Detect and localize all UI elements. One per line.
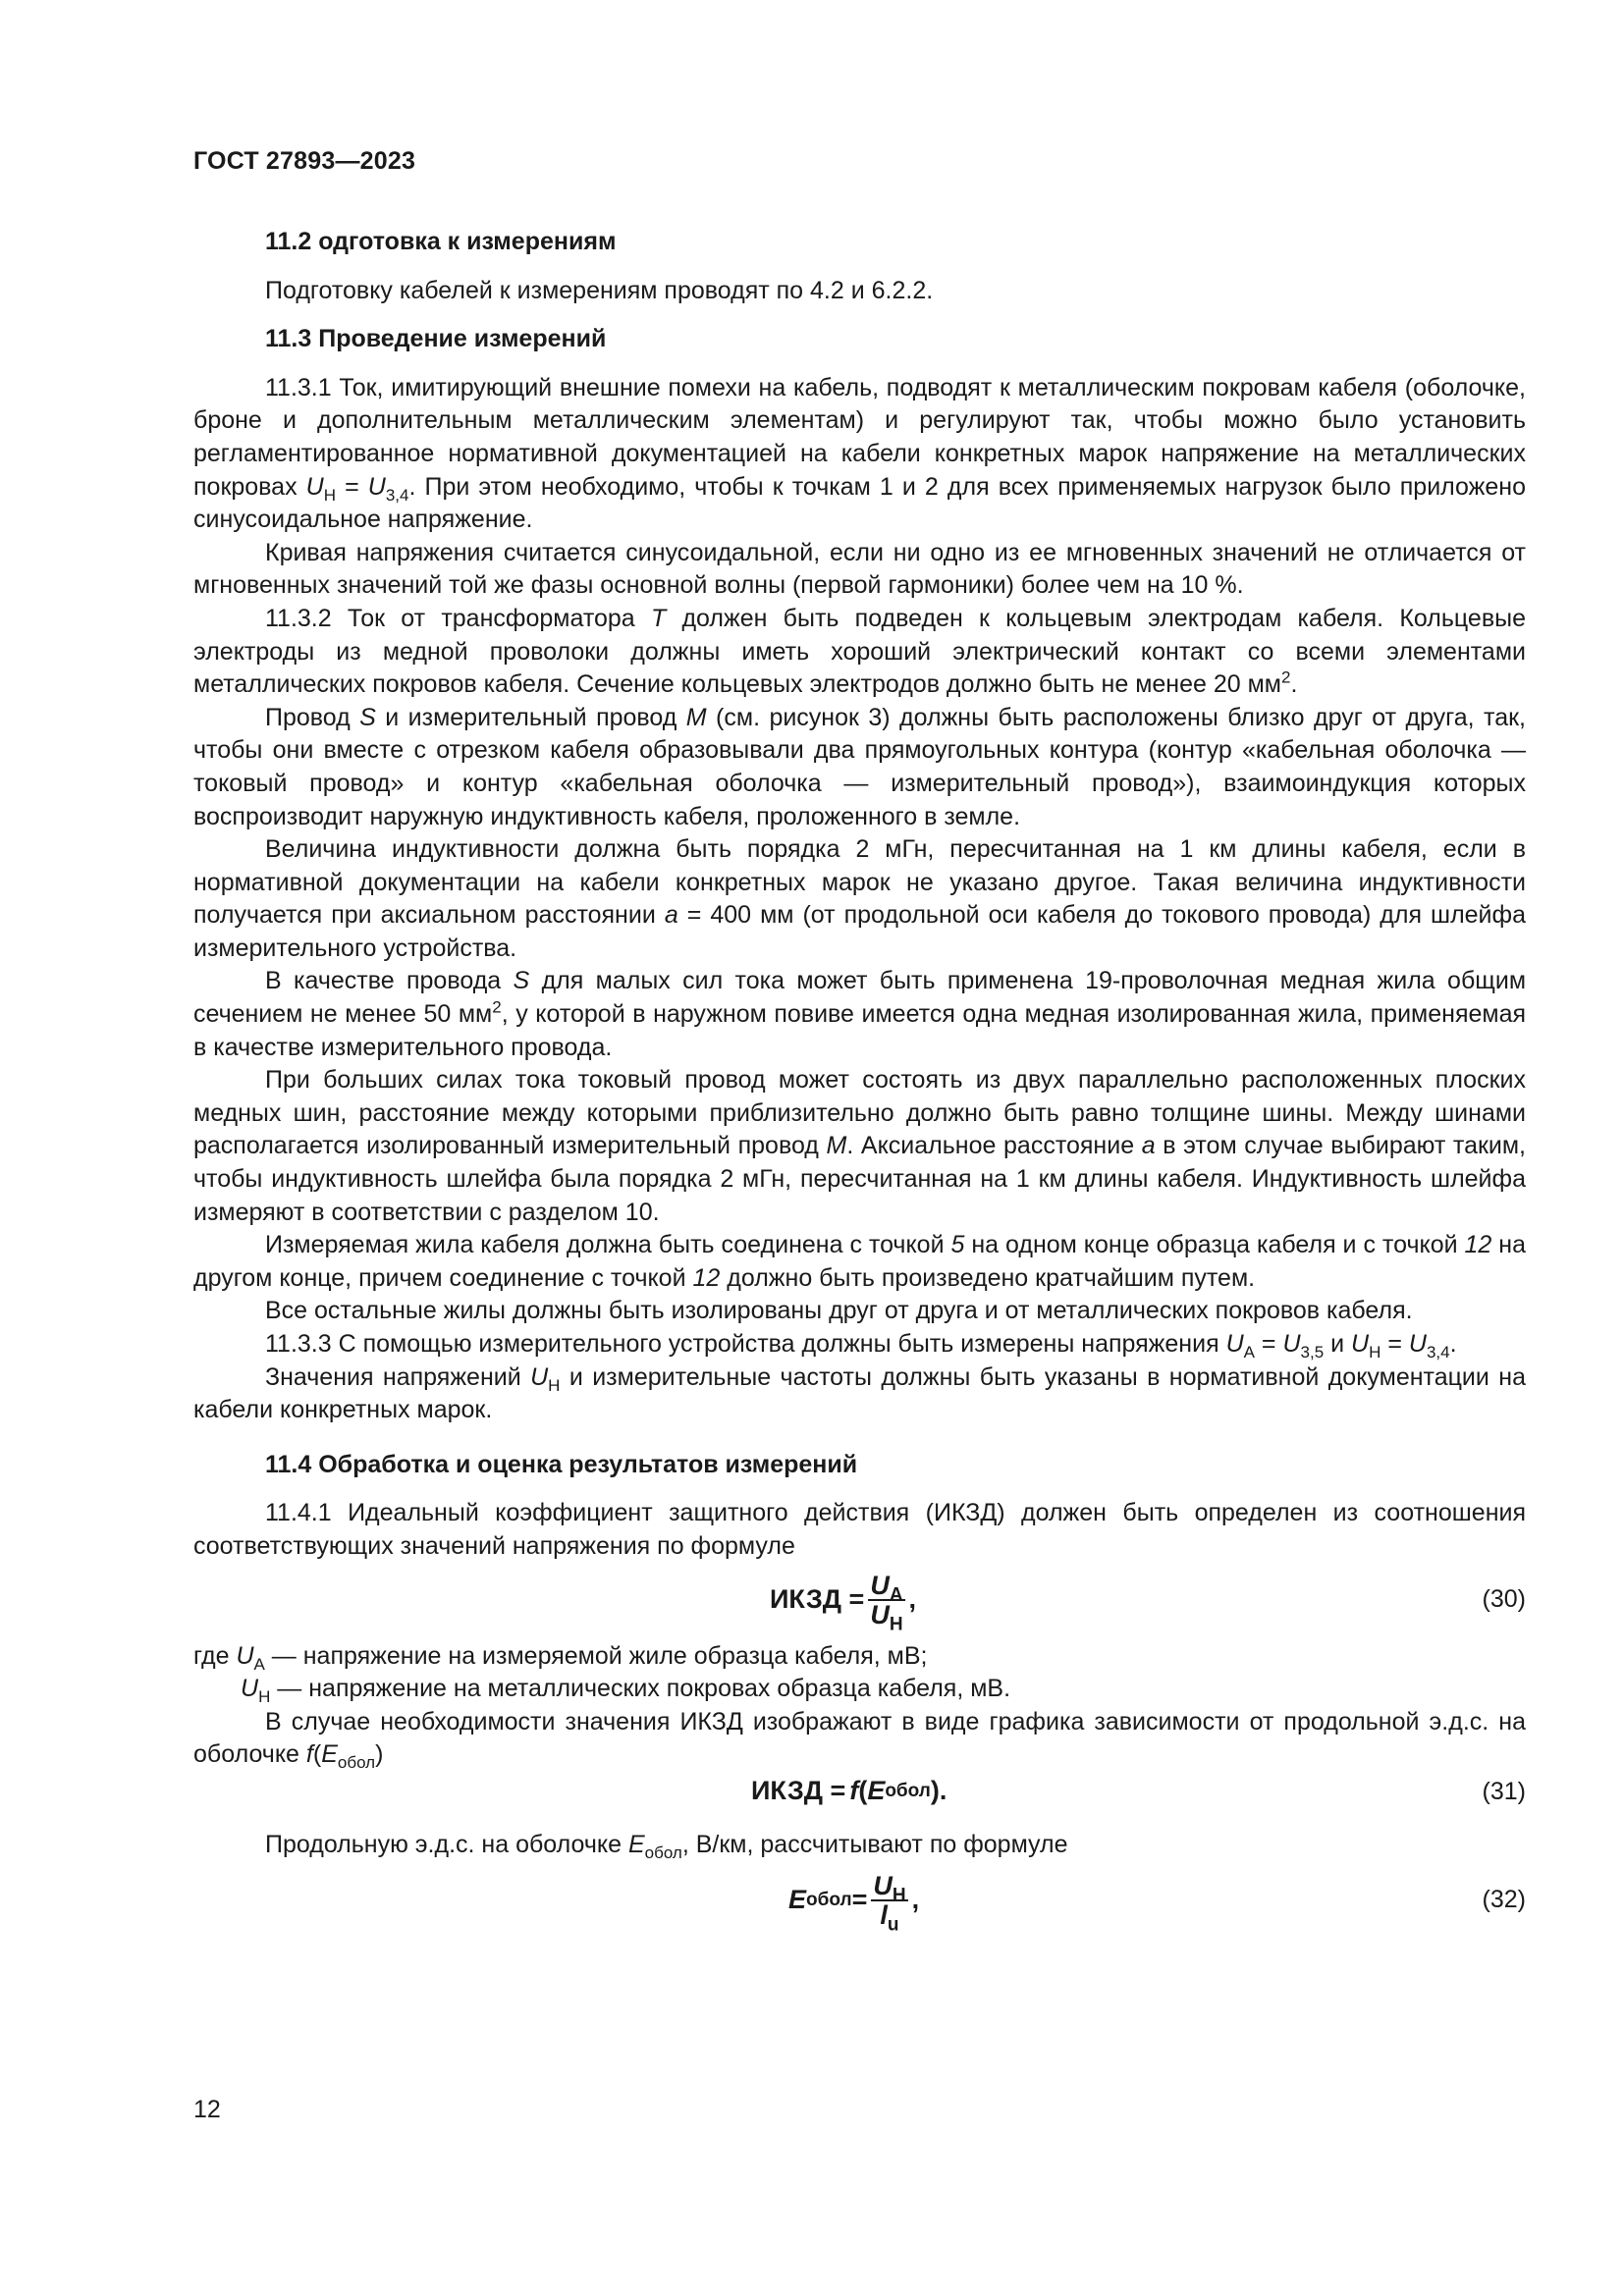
- paragraph-wire-s: Провод S и измерительный провод М (см. рисунок 3) должны быть расположены близко друг от друга, так, чтобы они вместе с отрезком кабеля образовывали два прямоугольных контура (контур «кабельная оболочка — токовый провод» и контур «кабельная оболочка — измерительный провод»), взаимоиндукция которых воспроизводит наружную индуктивность кабеля, проложенного в земле.: [193, 703, 1526, 830]
- paragraph-sinusoidal: Кривая напряжения считается синусоидальной, если ни одно из ее мгновенных значений не отличается от мгновенных значений той же фазы основной волны (первой гармоники) более чем на 10 %.: [193, 538, 1526, 600]
- paragraph-other-cores: Все остальные жилы должны быть изолированы друг от друга и от металлических покровов кабеля.: [265, 1297, 1413, 1325]
- paragraph-11-3-1: 11.3.1 Ток, имитирующий внешние помехи на кабель, подводят к металлическим покровам кабеля (оболочке, броне и дополнительным металлическим элементам) и регулируют так, чтобы можно было установить регламентированное нормативной документацией на кабели конкретных марок напряжение на металлических покровах $U_Н = U_{3,4}$. При этом необходимо, чтобы к точкам 1 и 2 для всех применяемых нагрузок было приложено синусоидальное напряжение.: [193, 373, 1526, 534]
- page-content: [193, 226, 1527, 1935]
- formula-30: ИКЗД = $\frac{U_А}{U_Н}$ , (30): [770, 1570, 1526, 1634]
- document-header: ГОСТ 27893—2023: [193, 147, 416, 175]
- paragraph-voltage-values: Значения напряжений $U_Н$ и измерительные частоты должны быть указаны в нормативной документации на кабели конкретных марок.: [193, 1362, 1526, 1424]
- paragraph-11-3-3: 11.3.3 С помощью измерительного устройства должны быть измерены напряжения $U_А = U_{3,5}$ и $U_Н = U_{3,4}$.: [265, 1330, 1457, 1362]
- paragraph-graph: В случае необходимости значения ИКЗД изображают в виде графика зависимости от продольной э.д.с. на оболочке $f(E_{обол})$: [193, 1707, 1526, 1773]
- paragraph-11-4-1: 11.4.1 Идеальный коэффициент защитного действия (ИКЗД) должен быть определен из соотношения соответствующих значений напряжения по формуле: [193, 1499, 1526, 1560]
- formula-number-31: (31): [1482, 1777, 1526, 1805]
- paragraph-11-3-2: 11.3.2 Ток от трансформатора Т должен быть подведен к кольцевым электродам кабеля. Кольцевые электроды из медной проволоки должны иметь хороший электрический контакт со всеми элементами металлических покровов кабеля. Сечение кольцевых электродов должно быть не менее 20 $мм^2$.: [193, 604, 1526, 699]
- paragraph-emf: Продольную э.д.с. на оболочке $E_{обол}$, В/км, рассчитывают по формуле: [265, 1830, 1068, 1862]
- fraction-uh-lu: $\frac{U_Н}{l_u}$: [873, 1870, 906, 1935]
- paragraph-small-current: В качестве провода S для малых сил тока может быть применена 19-проволочная медная жила общим сечением не менее 50 $мм^2$, у которой в наружном повиве имеется одна медная изолированная жила, применяемая в качестве измерительного провода.: [193, 967, 1527, 1061]
- paragraph-11-2: Подготовку кабелей к измерениям проводят по 4.2 и 6.2.2.: [265, 276, 934, 304]
- formula-number-30: (30): [1482, 1584, 1526, 1613]
- formula-32: E обол = $\frac{U_Н}{l_u}$ , (32): [788, 1870, 1526, 1935]
- section-heading-11-3: 11.3 Проведение измерений: [265, 325, 607, 353]
- paragraph-large-current: При больших силах тока токовый провод может состоять из двух параллельно расположенных плоских медных шин, расстояние между которыми приблизительно должно быть равно толщине шины. Между шинами располагается изолированный измерительный провод М. Аксиальное расстояние а в этом случае выбирают таким, чтобы индуктивность шлейфа была порядка 2 мГн, пересчитанная на 1 км длины кабеля. Индуктивность шлейфа измеряют в соответствии с разделом 10.: [193, 1066, 1527, 1226]
- where-uh: $U_Н$ — напряжение на металлических покровах образца кабеля, мВ.: [241, 1675, 1011, 1707]
- section-heading-11-4: 11.4 Обработка и оценка результатов измерений: [265, 1450, 858, 1478]
- paragraph-measured-core: Измеряемая жила кабеля должна быть соединена с точкой 5 на одном конце образца кабеля и с точкой 12 на другом конце, причем соединение с точкой 12 должно быть произведено кратчайшим путем.: [193, 1231, 1526, 1292]
- page-number: 12: [193, 2096, 221, 2123]
- paragraph-inductance: Величина индуктивности должна быть порядка 2 мГн, пересчитанная на 1 км длины кабеля, если в нормативной документации на кабели конкретных марок не указано другое. Такая величина индуктивности получается при аксиальном расстоянии а = 400 мм (от продольной оси кабеля до токового провода) для шлейфа измерительного устройства.: [193, 835, 1526, 962]
- section-heading-11-2: 11.2 одготовка к измерениям: [265, 228, 617, 255]
- formula-31: ИКЗД = f ( E обол ). (31): [193, 1772, 1526, 1811]
- where-ua: где $U_А$ — напряжение на измеряемой жиле образца кабеля, мВ;: [193, 1641, 928, 1674]
- formula-number-32: (32): [1482, 1885, 1526, 1913]
- fraction-ua-uh: $\frac{U_А}{U_Н}$: [870, 1570, 903, 1634]
